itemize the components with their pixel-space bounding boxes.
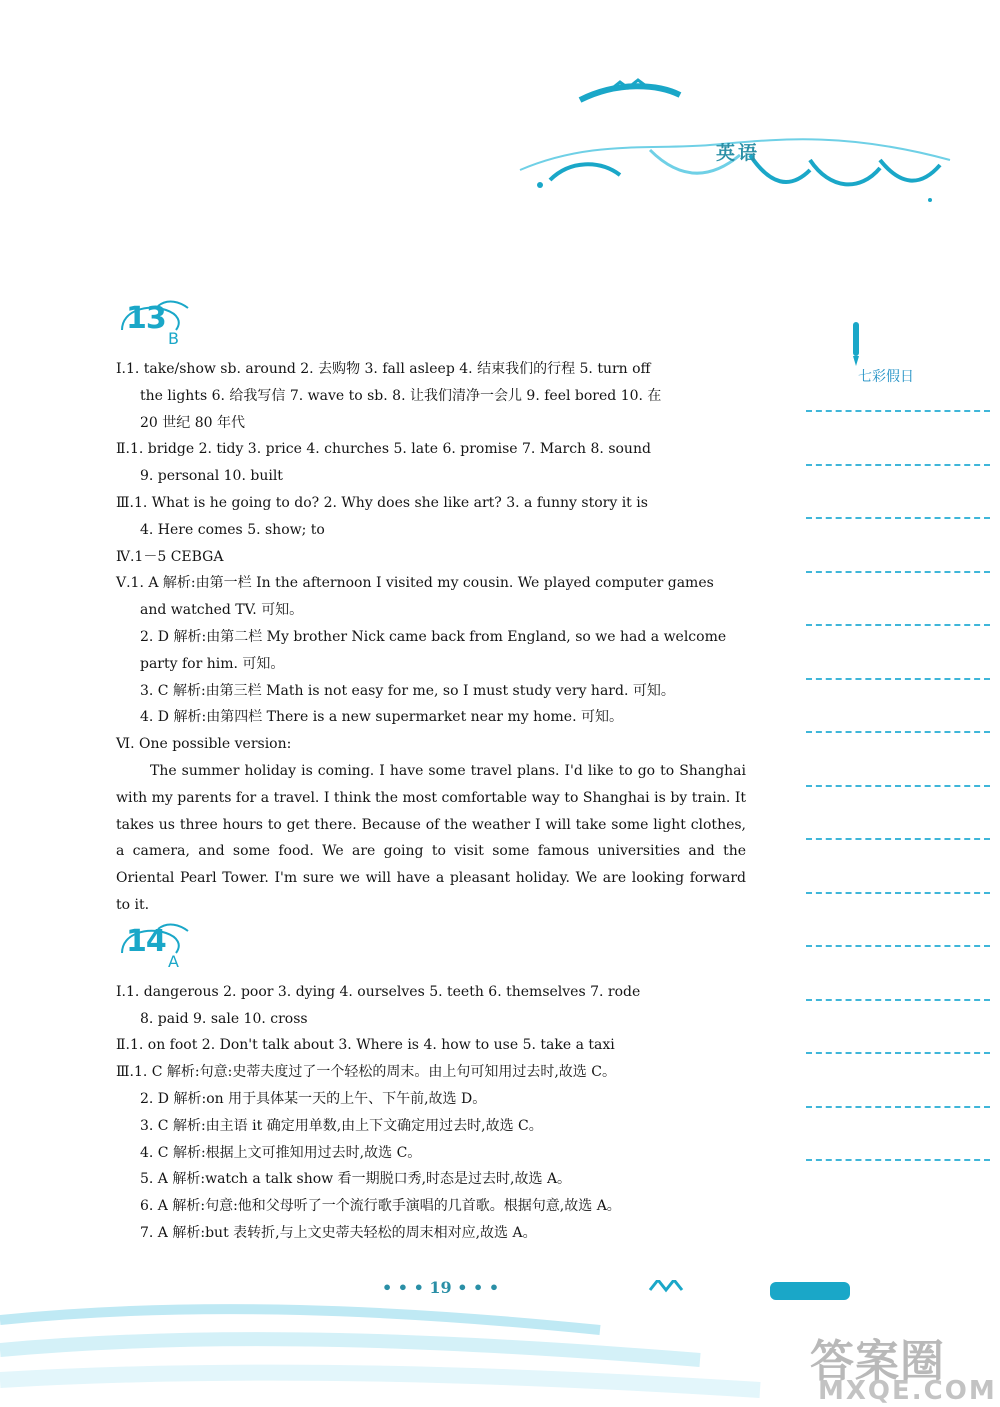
answer-line: Ⅰ.1. take/show sb. around 2. 去购物 3. fall asleep 4. 结束我们的行程 5. turn off — [116, 361, 651, 377]
answer-line: Ⅲ.1. C 解析:句意:史蒂夫度过了一个轻松的周末。由上句可知用过去时,故选 C。 — [116, 1064, 616, 1081]
note-line — [806, 410, 990, 412]
answer-line: 4. D 解析:由第四栏 There is a new supermarket near my home. 可知。 — [140, 709, 623, 726]
section-13-header — [116, 300, 746, 356]
note-line — [806, 1159, 990, 1161]
section-number: 13 — [126, 301, 166, 336]
section-letter: A — [168, 951, 179, 971]
note-line — [806, 1052, 990, 1054]
note-line — [806, 624, 990, 626]
note-line — [806, 892, 990, 894]
watermark-url: MXQE.COM — [818, 1376, 997, 1406]
note-line — [806, 999, 990, 1001]
answer-line: 4. Here comes 5. show; to — [140, 521, 325, 538]
answer-line: party for him. 可知。 — [140, 655, 285, 672]
answer-line: Ⅳ.1－5 CEBGA — [116, 548, 224, 565]
answer-line: Ⅴ.1. A 解析:由第一栏 In the afternoon I visited my cousin. We played computer games — [116, 575, 714, 592]
answer-line: 9. personal 10. built — [140, 468, 283, 485]
note-line — [806, 464, 990, 466]
sample-essay: The summer holiday is coming. I have some travel plans. I'd like to go to Shanghai with my parents for a travel. I think the most comfortable way to Shanghai is by train. It takes us three hours to get there. Because of the weather I will take some light clothes, a camera, and some food. We are going to visit some famous universities and the Oriental Pearl Tower. I'm sure we will have a pleasant holiday. We are looking forward to it. — [116, 762, 746, 913]
answer-line: the lights 6. 给我写信 7. wave to sb. 8. 让我们清净一会儿 9. feel bored 10. 在 — [140, 387, 662, 404]
section-letter: B — [168, 329, 179, 348]
answer-line: 3. C 解析:由主语 it 确定用单数,由上下文确定用过去时,故选 C。 — [140, 1117, 543, 1134]
note-line — [806, 678, 990, 680]
note-line — [806, 571, 990, 573]
answer-line: and watched TV. 可知。 — [140, 602, 304, 619]
answer-line: 2. D 解析:on 用于具体某一天的上午、下午前,故选 D。 — [140, 1090, 487, 1107]
note-line — [806, 1106, 990, 1108]
note-line — [806, 945, 990, 947]
answer-line: Ⅲ.1. What is he going to do? 2. Why does she like art? 3. a funny story it is — [116, 494, 648, 511]
answer-line: 8. paid 9. sale 10. cross — [140, 1010, 308, 1027]
section-14-header — [116, 923, 746, 979]
answer-line: 7. A 解析:but 表转折,与上文史蒂夫轻松的周末相对应,故选 A。 — [140, 1224, 537, 1241]
note-line — [806, 838, 990, 840]
note-line — [806, 731, 990, 733]
answer-line: Ⅵ. One possible version: — [116, 736, 292, 753]
page-number: • • • 19 • • • — [382, 1278, 500, 1297]
watermark-logo: 答案圈 — [810, 1336, 945, 1387]
answer-line: Ⅱ.1. bridge 2. tidy 3. price 4. churches 5. late 6. promise 7. March 8. sound — [116, 441, 651, 458]
sidebar-label: 七彩假日 — [858, 369, 914, 385]
answer-line: 4. C 解析:根据上文可推知用过去时,故选 C。 — [140, 1144, 422, 1161]
answer-line: 5. A 解析:watch a talk show 看一期脱口秀,时态是过去时,故选 A。 — [140, 1171, 572, 1188]
answer-content — [116, 300, 746, 1247]
answer-line: Ⅱ.1. on foot 2. Don't talk about 3. Where is 4. how to use 5. take a taxi — [116, 1037, 615, 1054]
answer-line: 20 世纪 80 年代 — [140, 414, 245, 431]
pen-icon — [846, 320, 866, 368]
answer-line: Ⅰ.1. dangerous 2. poor 3. dying 4. ourselves 5. teeth 6. themselves 7. rode — [116, 983, 641, 1000]
answer-line: 6. A 解析:句意:他和父母听了一个流行歌手演唱的几首歌。根据句意,故选 A。 — [140, 1198, 621, 1215]
answer-line: 2. D 解析:由第二栏 My brother Nick came back from England, so we had a welcome — [140, 628, 727, 645]
subject-title: 英语 — [716, 142, 761, 164]
answer-line: 3. C 解析:由第三栏 Math is not easy for me, so I must study very hard. 可知。 — [140, 682, 675, 699]
note-line — [806, 517, 990, 519]
note-line — [806, 785, 990, 787]
note-lines — [806, 410, 990, 1213]
section-number: 14 — [126, 923, 166, 959]
